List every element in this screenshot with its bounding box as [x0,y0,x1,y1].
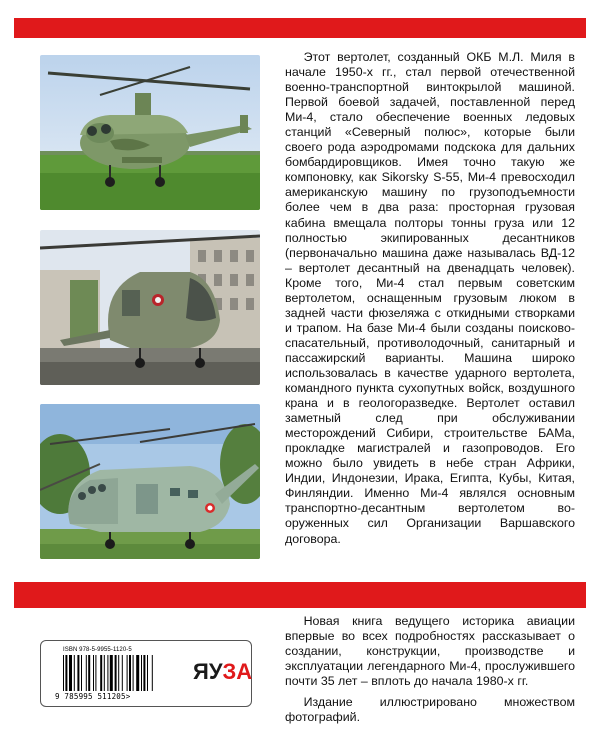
barcode-bar [100,655,102,691]
lower-text [285,614,575,725]
barcode-icon [63,655,175,691]
top-red-band [14,18,586,38]
barcode-bar [74,655,75,691]
photo-helicopter-outdoor-museum-image [40,404,260,559]
barcode-bar [104,655,105,691]
publisher-logo [193,659,252,685]
isbn-end-mark: > [125,692,131,701]
photo-helicopter-green-camo-image [40,55,260,210]
barcode-bar [141,655,142,691]
barcode-bar [143,655,145,691]
description-paragraph-1: Этот вертолет, созданный ОКБ М.Л. Миля в начале 1950-х гг., стал первой отечественной военно-транспортной винтокрылой машиной. Первой боевой задачей, поставленной перед Ми-4, стало обеспечение военных ледовых станций «Северный полюс», которые были своего рода аэродромами подскока для дальних бомбардировщиков. Имея точно такую же компоновку, как Sikorsky S-55, Ми-4 превосходил американскую машину по грузоподъемности более чем в два раза: просторная грузовая кабина вмещала полторы тонны груза или 12 полностью экипированных десантников (первоначально машина даже называлась ВД-12 – вертолет десантный на двенадцать человек). Кроме того, Ми-4 стал первым советским вертолетом, оснащенным грузовым люком в задней части фюзеляжа с откидными створками и трапом. На базе Ми-4 были созданы поисково-спасательный, противолодочный, санитарный и пассажирский варианты. Машина широко использовалась в качестве ударного вертолета, командного пункта сухопутных войск, воздушного крана и в геологоразведке. Вертолет оставил заметный след при обслуживании месторождений Сибири, строительстве БАМа, прокладке магистралей и газопроводов. Его можно было увидеть в небе стран Африки, Индии, Индонезии, Ирака, Египта, Кубы, Китая, Финляндии. Именно Ми-4 являлся основным транспортно-десантным вертолетом вооруженных сил Организации Варшавского договора. [285,50,575,546]
barcode-bar [136,655,139,691]
barcode-bar [77,655,79,691]
barcode-bar [133,655,134,691]
photo-helicopter-museum-buildings [40,230,260,385]
isbn-label: ISBN 978-5-9955-1120-5 [63,647,132,653]
barcode-bar [122,655,123,691]
description-text [285,50,575,547]
middle-red-band [14,582,586,608]
barcode-bar [115,655,117,691]
barcode-bar [95,655,96,691]
barcode-bar [86,655,87,691]
barcode-bar [110,655,113,691]
barcode-bar [69,655,72,691]
barcode-bar [81,655,82,691]
barcode-bar [88,655,90,691]
photo-helicopter-museum-buildings-image [40,230,260,385]
photo-helicopter-outdoor-museum [40,404,260,559]
isbn-digits [55,692,130,701]
barcode-bar [107,655,108,691]
barcode-bar [118,655,119,691]
barcode-bar [63,655,64,691]
barcode-bar [147,655,148,691]
publisher-logo-right: ЗА [222,659,253,684]
barcode-bar [152,655,153,691]
barcode-panel [40,640,252,707]
barcode-bar [93,655,94,691]
photo-helicopter-green-camo [40,55,260,210]
lower-paragraph-1: Новая книга ведущего историка авиации впервые во всех подробностях рассказывает о создании, конструкции, производстве и эксплуатации легендарного Ми-4, прослужившего почти 35 лет – вплоть до начала 1980-х гг. [285,614,575,689]
publisher-logo-left: ЯУ [193,659,223,684]
lower-paragraph-2: Издание иллюстрировано множеством фотографий. [285,695,575,725]
isbn-digits-text: 9 785995 511205 [55,692,126,701]
barcode-bar [129,655,131,691]
barcode-bar [127,655,128,691]
barcode-bar [65,655,67,691]
